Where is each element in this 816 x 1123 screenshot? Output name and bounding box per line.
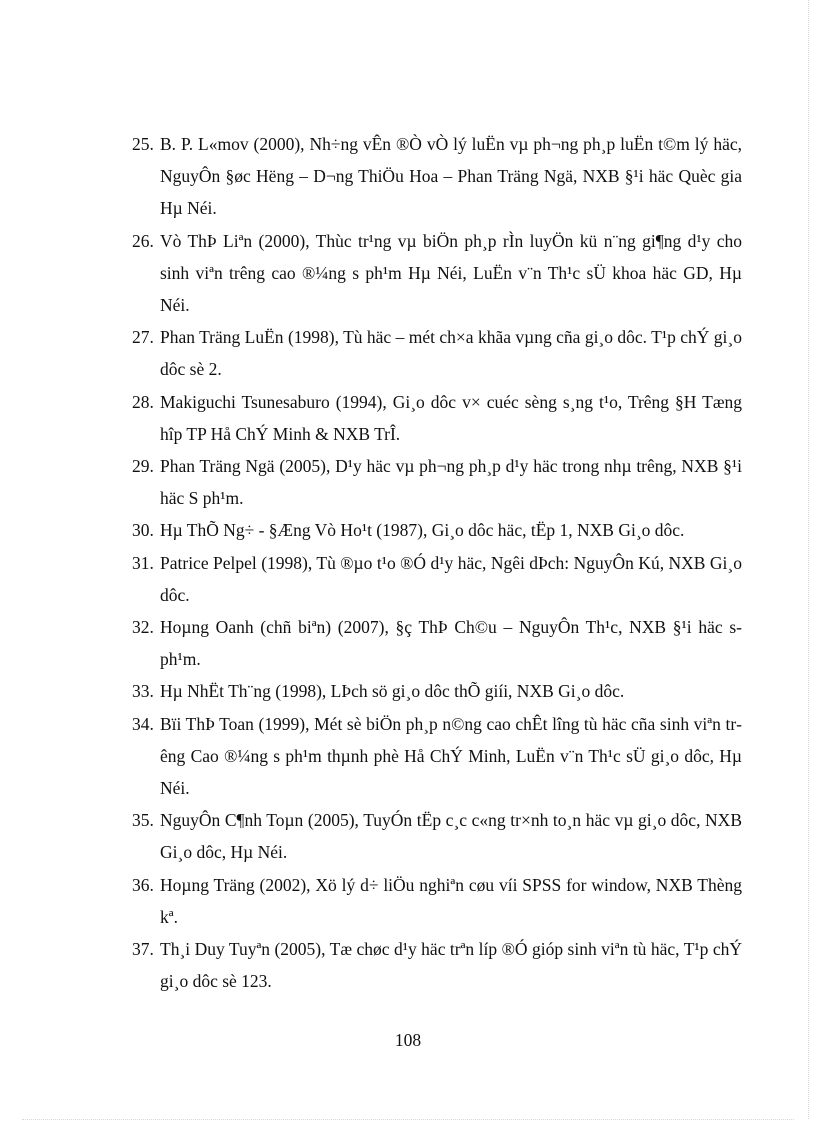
reference-text: Vò ThÞ Liªn (2000), Thùc tr¹ng vµ biÖn ph¸p rÌn luyÖn kü n¨ng gi¶ng d¹y cho sinh viªn trêng cao ®¼ng s ph¹m Hµ Néi, LuËn v¨n Th¹c sÜ khoa häc GD, Hµ Néi. — [160, 230, 742, 316]
reference-item — [132, 450, 742, 514]
reference-text: Hµ ThÕ Ng÷ - §Æng Vò Ho¹t (1987), Gi¸o dôc häc, tËp 1, NXB Gi¸o dôc. — [160, 520, 685, 541]
reference-text: Bïi ThÞ Toan (1999), Mét sè biÖn ph¸p n©ng cao chÊt lîng tù häc cña sinh viªn trêng Cao ®¼ng s ph¹m thµnh phè Hå ChÝ Minh, LuËn v¨n Th¹c sÜ gi¸o dôc, Hµ Néi. — [160, 713, 742, 799]
reference-number: 25. — [132, 134, 154, 154]
reference-text: Th¸i Duy Tuyªn (2005), Tæ chøc d¹y häc trªn líp ®Ó gióp sinh viªn tù häc, T¹p chÝ gi¸o dôc sè 123. — [160, 939, 742, 992]
reference-item — [132, 611, 742, 675]
reference-text: B. P. L«mov (2000), Nh÷ng vÊn ®Ò vÒ lý luËn vµ ph¬ng ph¸p luËn t©m lý häc, NguyÔn §øc Hëng – D¬ng ThiÖu Hoa – Phan Träng Ngä, NXB §¹i häc Quèc gia Hµ Néi. — [160, 134, 742, 219]
reference-text: NguyÔn C¶nh Toµn (2005), TuyÓn tËp c¸c c«ng tr×nh to¸n häc vµ gi¸o dôc, NXB Gi¸o dôc, Hµ Néi. — [160, 810, 742, 863]
reference-number: 26. — [132, 230, 154, 251]
reference-number: 29. — [132, 456, 154, 477]
reference-number: 35. — [132, 810, 154, 831]
reference-text: Hoµng Oanh (chñ biªn) (2007), §ç ThÞ Ch©u – NguyÔn Th¹c, NXB §¹i häc s ph¹m. — [160, 617, 742, 670]
reference-item — [132, 386, 742, 450]
page-number: 108 — [394, 1030, 422, 1050]
reference-text: Phan Träng LuËn (1998), Tù häc – mét ch×a khãa vµng cña gi¸o dôc. T¹p chÝ gi¸o dôc sè 2. — [160, 327, 742, 380]
reference-item — [132, 128, 742, 225]
reference-number: 31. — [132, 552, 154, 573]
reference-text: Hoµng Träng (2002), Xö lý d÷ liÖu nghiªn cøu víi SPSS for window, NXB Thèng kª. — [160, 874, 742, 927]
reference-item — [132, 225, 742, 322]
reference-item — [132, 869, 742, 933]
reference-number: 36. — [132, 874, 154, 895]
reference-number: 32. — [132, 617, 154, 638]
reference-item — [132, 547, 742, 611]
reference-number: 37. — [132, 939, 154, 960]
reference-item — [132, 321, 742, 385]
reference-item — [132, 514, 742, 546]
reference-text: Phan Träng Ngä (2005), D¹y häc vµ ph¬ng ph¸p d¹y häc trong nhµ trêng, NXB §¹i häc S ph¹m. — [160, 456, 742, 509]
reference-number: 34. — [132, 713, 154, 734]
right-dotted-rule — [808, 0, 809, 1119]
reference-item — [132, 804, 742, 868]
reference-text: Patrice Pelpel (1998), Tù ®µo t¹o ®Ó d¹y häc, Ngêi dÞch: NguyÔn Kú, NXB Gi¸o dôc. — [160, 552, 742, 605]
reference-text: Hµ NhËt Th¨ng (1998), LÞch sö gi¸o dôc thÕ giíi, NXB Gi¸o dôc. — [160, 681, 625, 702]
bottom-dotted-rule — [22, 1119, 794, 1120]
reference-item — [132, 933, 742, 997]
reference-item — [132, 708, 742, 805]
reference-list — [132, 128, 742, 997]
reference-item — [132, 675, 742, 707]
reference-number: 30. — [132, 520, 154, 541]
reference-number: 28. — [132, 391, 154, 412]
reference-number: 33. — [132, 681, 154, 702]
reference-number: 27. — [132, 327, 154, 348]
reference-text: Makiguchi Tsunesaburo (1994), Gi¸o dôc v× cuéc sèng s¸ng t¹o, Trêng §H Tæng hîp TP Hå ChÝ Minh & NXB TrÎ. — [160, 391, 742, 444]
